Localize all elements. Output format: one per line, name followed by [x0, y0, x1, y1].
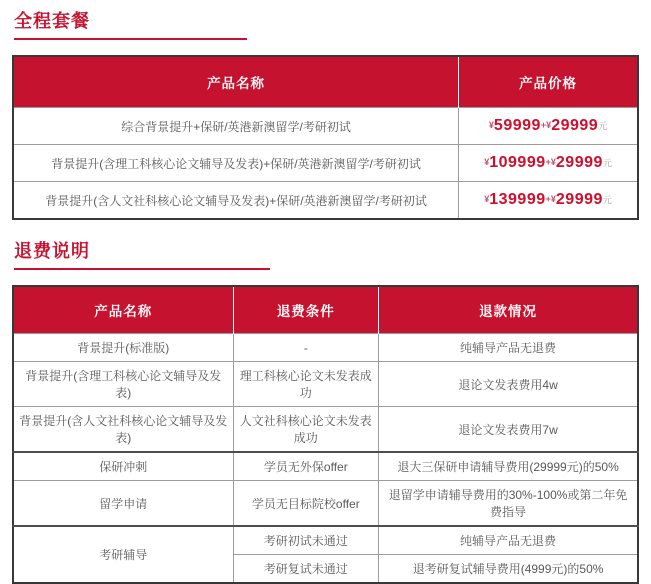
currency-unit: 元: [602, 195, 612, 205]
refund-condition-cell: 考研复试未通过: [233, 555, 379, 584]
refund-condition-cell: 人文社科核心论文未发表成功: [233, 407, 379, 453]
package-price-table: [12, 55, 639, 220]
refund-section: [12, 237, 639, 584]
table-row: [13, 526, 638, 555]
table-row: [13, 334, 638, 362]
product-price-cell: [459, 108, 638, 145]
package-section: [12, 7, 639, 220]
refund-condition-cell: 理工科核心论文未发表成功: [233, 362, 379, 407]
plus-currency-symbol: +¥: [545, 194, 556, 204]
table-header-row: [13, 286, 638, 334]
refund-detail-cell: 退大三保研申请辅导费用(29999元)的50%: [379, 452, 638, 481]
price-value: [484, 193, 612, 207]
refund-condition-cell: 学员无目标院校offer: [233, 481, 379, 527]
column-header-refund-condition: 退费条件: [233, 286, 379, 334]
product-name-cell: 考研辅导: [13, 526, 233, 583]
refund-detail-cell: 纯辅导产品无退费: [379, 526, 638, 555]
product-name-cell: 综合背景提升+保研/英港新澳留学/考研初试: [13, 108, 459, 145]
currency-unit: 元: [602, 158, 612, 168]
page-title-refund: 退费说明: [14, 241, 90, 261]
currency-symbol: ¥: [484, 194, 490, 204]
plus-currency-symbol: +¥: [540, 120, 552, 130]
price-amount: 29999: [551, 117, 599, 134]
plus-currency-symbol: +¥: [545, 157, 556, 167]
currency-unit: 元: [598, 121, 608, 131]
price-amount: 59999: [493, 117, 541, 134]
refund-detail-cell: 退论文发表费用7w: [379, 407, 638, 453]
product-name-cell: 背景提升(标准版): [13, 334, 233, 362]
column-header-product-name: 产品名称: [13, 286, 233, 334]
title-underline: [14, 38, 247, 40]
price-value: [484, 156, 612, 170]
table-row: [13, 362, 638, 407]
refund-detail-cell: 退留学申请辅导费用的30%-100%或第二年免费指导: [379, 481, 638, 527]
table-header-row: [13, 56, 638, 108]
refund-detail-cell: 退论文发表费用4w: [379, 362, 638, 407]
refund-condition-cell: 考研初试未通过: [233, 526, 379, 555]
table-row: [13, 145, 638, 182]
refund-detail-cell: 纯辅导产品无退费: [379, 334, 638, 362]
currency-symbol: ¥: [488, 120, 494, 130]
price-amount: 139999: [489, 191, 546, 208]
currency-symbol: ¥: [484, 157, 490, 167]
title-underline: [14, 268, 270, 270]
price-amount: 109999: [489, 154, 546, 171]
price-amount: 29999: [555, 154, 603, 171]
refund-condition-cell: 学员无外保offer: [233, 452, 379, 481]
table-row: [13, 407, 638, 453]
product-name-cell: 留学申请: [13, 481, 233, 527]
column-header-refund-detail: 退款情况: [379, 286, 638, 334]
refund-detail-cell: 退考研复试辅导费用(4999元)的50%: [379, 555, 638, 584]
table-row: [13, 108, 638, 145]
product-name-cell: 背景提升(含人文社科核心论文辅导及发表): [13, 407, 233, 453]
page-title-packages: 全程套餐: [14, 11, 90, 31]
table-row: [13, 481, 638, 527]
refund-policy-table: [12, 285, 639, 584]
table-row: [13, 452, 638, 481]
column-header-product-price: 产品价格: [459, 56, 638, 108]
table-row: [13, 182, 638, 220]
product-name-cell: 背景提升(含人文社科核心论文辅导及发表)+保研/英港新澳留学/考研初试: [13, 182, 459, 220]
product-price-cell: [459, 145, 638, 182]
product-name-cell: 保研冲刺: [13, 452, 233, 481]
price-value: [489, 119, 607, 133]
product-price-cell: [459, 182, 638, 220]
price-amount: 29999: [555, 191, 603, 208]
refund-condition-cell: -: [233, 334, 379, 362]
product-name-cell: 背景提升(含理工科核心论文辅导及发表): [13, 362, 233, 407]
column-header-product-name: 产品名称: [13, 56, 459, 108]
product-name-cell: 背景提升(含理工科核心论文辅导及发表)+保研/英港新澳留学/考研初试: [13, 145, 459, 182]
